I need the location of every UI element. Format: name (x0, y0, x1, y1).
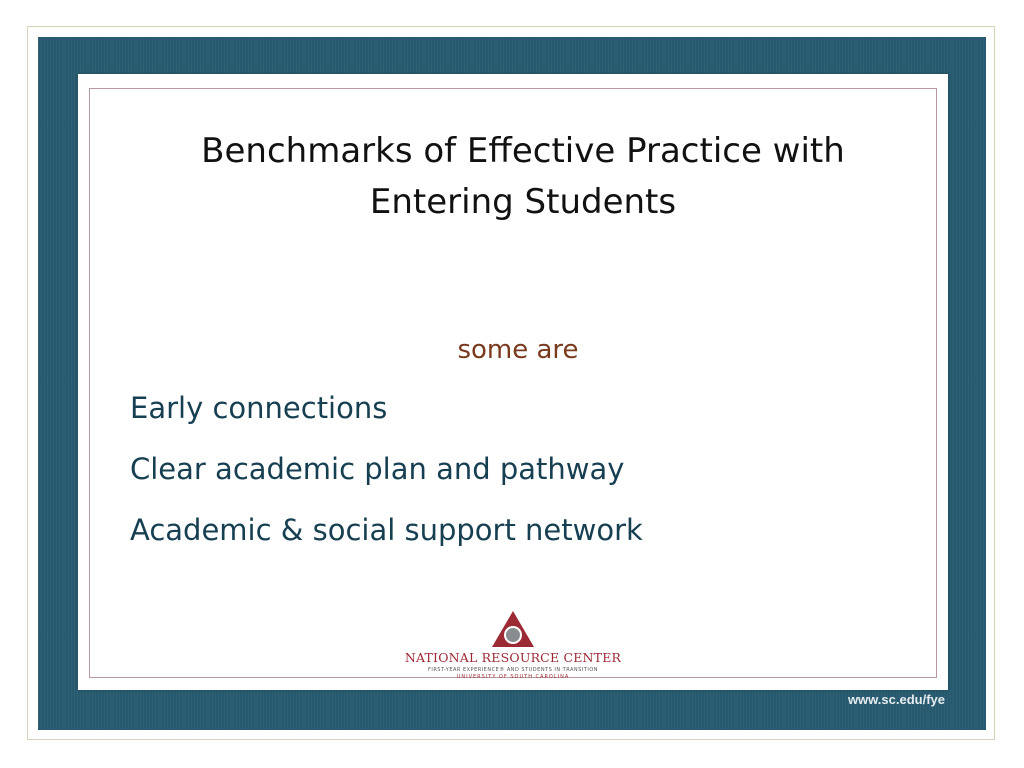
logo-tagline: FIRST-YEAR EXPERIENCE® AND STUDENTS IN TRANSITION (427, 667, 599, 673)
logo-divider-right (619, 677, 909, 678)
bullet-item: Clear academic plan and pathway (130, 452, 625, 486)
bullet-list (130, 390, 890, 573)
title-line-2: Entering Students (369, 182, 677, 222)
bullet-item: Early connections (130, 391, 388, 425)
subheading: some are (457, 335, 579, 365)
slide-title (118, 126, 928, 228)
nrc-triangle-logo-icon (491, 610, 535, 648)
nrc-logo (78, 606, 948, 686)
logo-name: NATIONAL RESOURCE CENTER (404, 650, 622, 665)
logo-university: UNIVERSITY OF SOUTH CAROLINA (456, 674, 570, 680)
bullet-item: Academic & social support network (130, 513, 643, 547)
content-panel (78, 74, 948, 690)
logo-divider-left (172, 677, 397, 678)
title-line-1: Benchmarks of Effective Practice with (201, 131, 845, 171)
footer-url: www.sc.edu/fye (847, 692, 945, 707)
